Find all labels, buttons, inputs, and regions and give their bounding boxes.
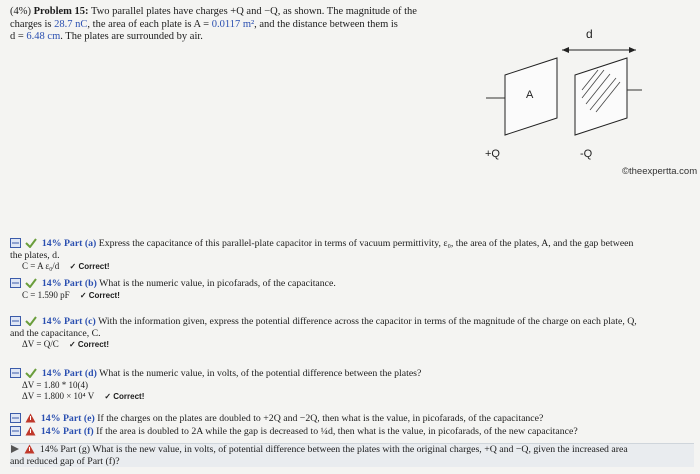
problem-statement xyxy=(10,6,480,44)
part-a-answer: C = A ε₀/d ✓ Correct! xyxy=(22,261,110,271)
expand-icon[interactable] xyxy=(10,426,21,436)
part-g[interactable]: 14% Part (g) What is the new value, in volts, of potential difference between the plates with the original charges, +Q and −Q, given the increased area and reduced gap of Part (f)? xyxy=(10,443,694,467)
part-c-answer: ΔV = Q/C ✓ Correct! xyxy=(22,339,109,349)
warning-icon xyxy=(24,444,35,454)
label-plus-q: +Q xyxy=(485,148,500,160)
problem-line-2: charges is 28.7 nC, the area of each plate is A = 0.0117 m², and the distance between them is xyxy=(10,18,398,30)
part-d-answer: ΔV = 1.800 × 10⁴ V ✓ Correct! xyxy=(22,390,145,401)
expand-icon[interactable] xyxy=(10,278,21,288)
label-minus-q: -Q xyxy=(580,148,593,160)
problem-label: Problem 15: xyxy=(33,6,89,17)
label-d: d xyxy=(586,27,593,41)
part-d-entry: ΔV = 1.80 * 10(4) xyxy=(22,379,88,390)
warning-icon xyxy=(25,426,36,436)
area-value: 0.0117 m² xyxy=(211,18,255,30)
credit-text: ©theexpertta.com xyxy=(622,166,698,177)
checkmark-icon xyxy=(25,368,37,378)
problem-line-3: d = 6.48 cm. The plates are surrounded by air. xyxy=(10,31,203,42)
part-d: 14% Part (d) What is the numeric value, in volts, of the potential difference between the plates? ΔV = 1.80 * 10(4) ΔV = 1.800 × 10⁴ V ✓ Correct! xyxy=(10,368,694,402)
checkmark-icon xyxy=(25,278,37,288)
fraction-quarter: ¼ xyxy=(320,426,328,437)
part-a: 14% Part (a) Express the capacitance of this parallel-plate capacitor in terms of vacuum permittivity, ε₀, the area of the plates, A, and the gap between the plates, d. C = A ε₀/d ✓ Correct! xyxy=(10,238,694,272)
expand-icon[interactable] xyxy=(10,316,21,326)
warning-icon xyxy=(25,413,36,423)
part-b-answer: C = 1.590 pF ✓ Correct! xyxy=(22,289,120,300)
status-correct: ✓ Correct! xyxy=(68,340,109,349)
status-correct: ✓ Correct! xyxy=(79,290,120,300)
charge-value: 28.7 nC xyxy=(54,18,88,30)
expand-icon[interactable] xyxy=(10,368,21,378)
label-A: A xyxy=(526,89,534,101)
distance-value: 6.48 cm xyxy=(26,31,61,42)
part-b: 14% Part (b) What is the numeric value, in picofarads, of the capacitance. C = 1.590 pF ✓ Correct! xyxy=(10,278,694,301)
play-arrow-icon[interactable] xyxy=(10,444,20,454)
part-e[interactable]: 14% Part (e) If the charges on the plates are doubled to +2Q and −2Q, then what is the value, in picofarads, of the capacitance? xyxy=(10,413,694,425)
capacitor-figure xyxy=(470,20,700,180)
part-f[interactable]: 14% Part (f) If the area is doubled to 2A while the gap is decreased to ¼d, then what is the value, in picofarads, of the new capacitance? xyxy=(10,426,694,438)
status-correct: ✓ Correct! xyxy=(69,262,110,271)
checkmark-icon xyxy=(25,238,37,248)
problem-line-1: (4%) Problem 15: Two parallel plates have charges +Q and −Q, as shown. The magnitude of the xyxy=(10,6,417,17)
status-correct: ✓ Correct! xyxy=(104,391,145,401)
expand-icon[interactable] xyxy=(10,238,21,248)
part-c: 14% Part (c) With the information given, express the potential difference across the capacitor in terms of the magnitude of the charge on each plate, Q, and the capacitance, C. ΔV = Q/C ✓ Correct! xyxy=(10,316,694,350)
d-arrow-left-head xyxy=(562,47,569,53)
checkmark-icon xyxy=(25,316,37,326)
expand-icon[interactable] xyxy=(10,413,21,423)
d-arrow-right-head xyxy=(629,47,636,53)
